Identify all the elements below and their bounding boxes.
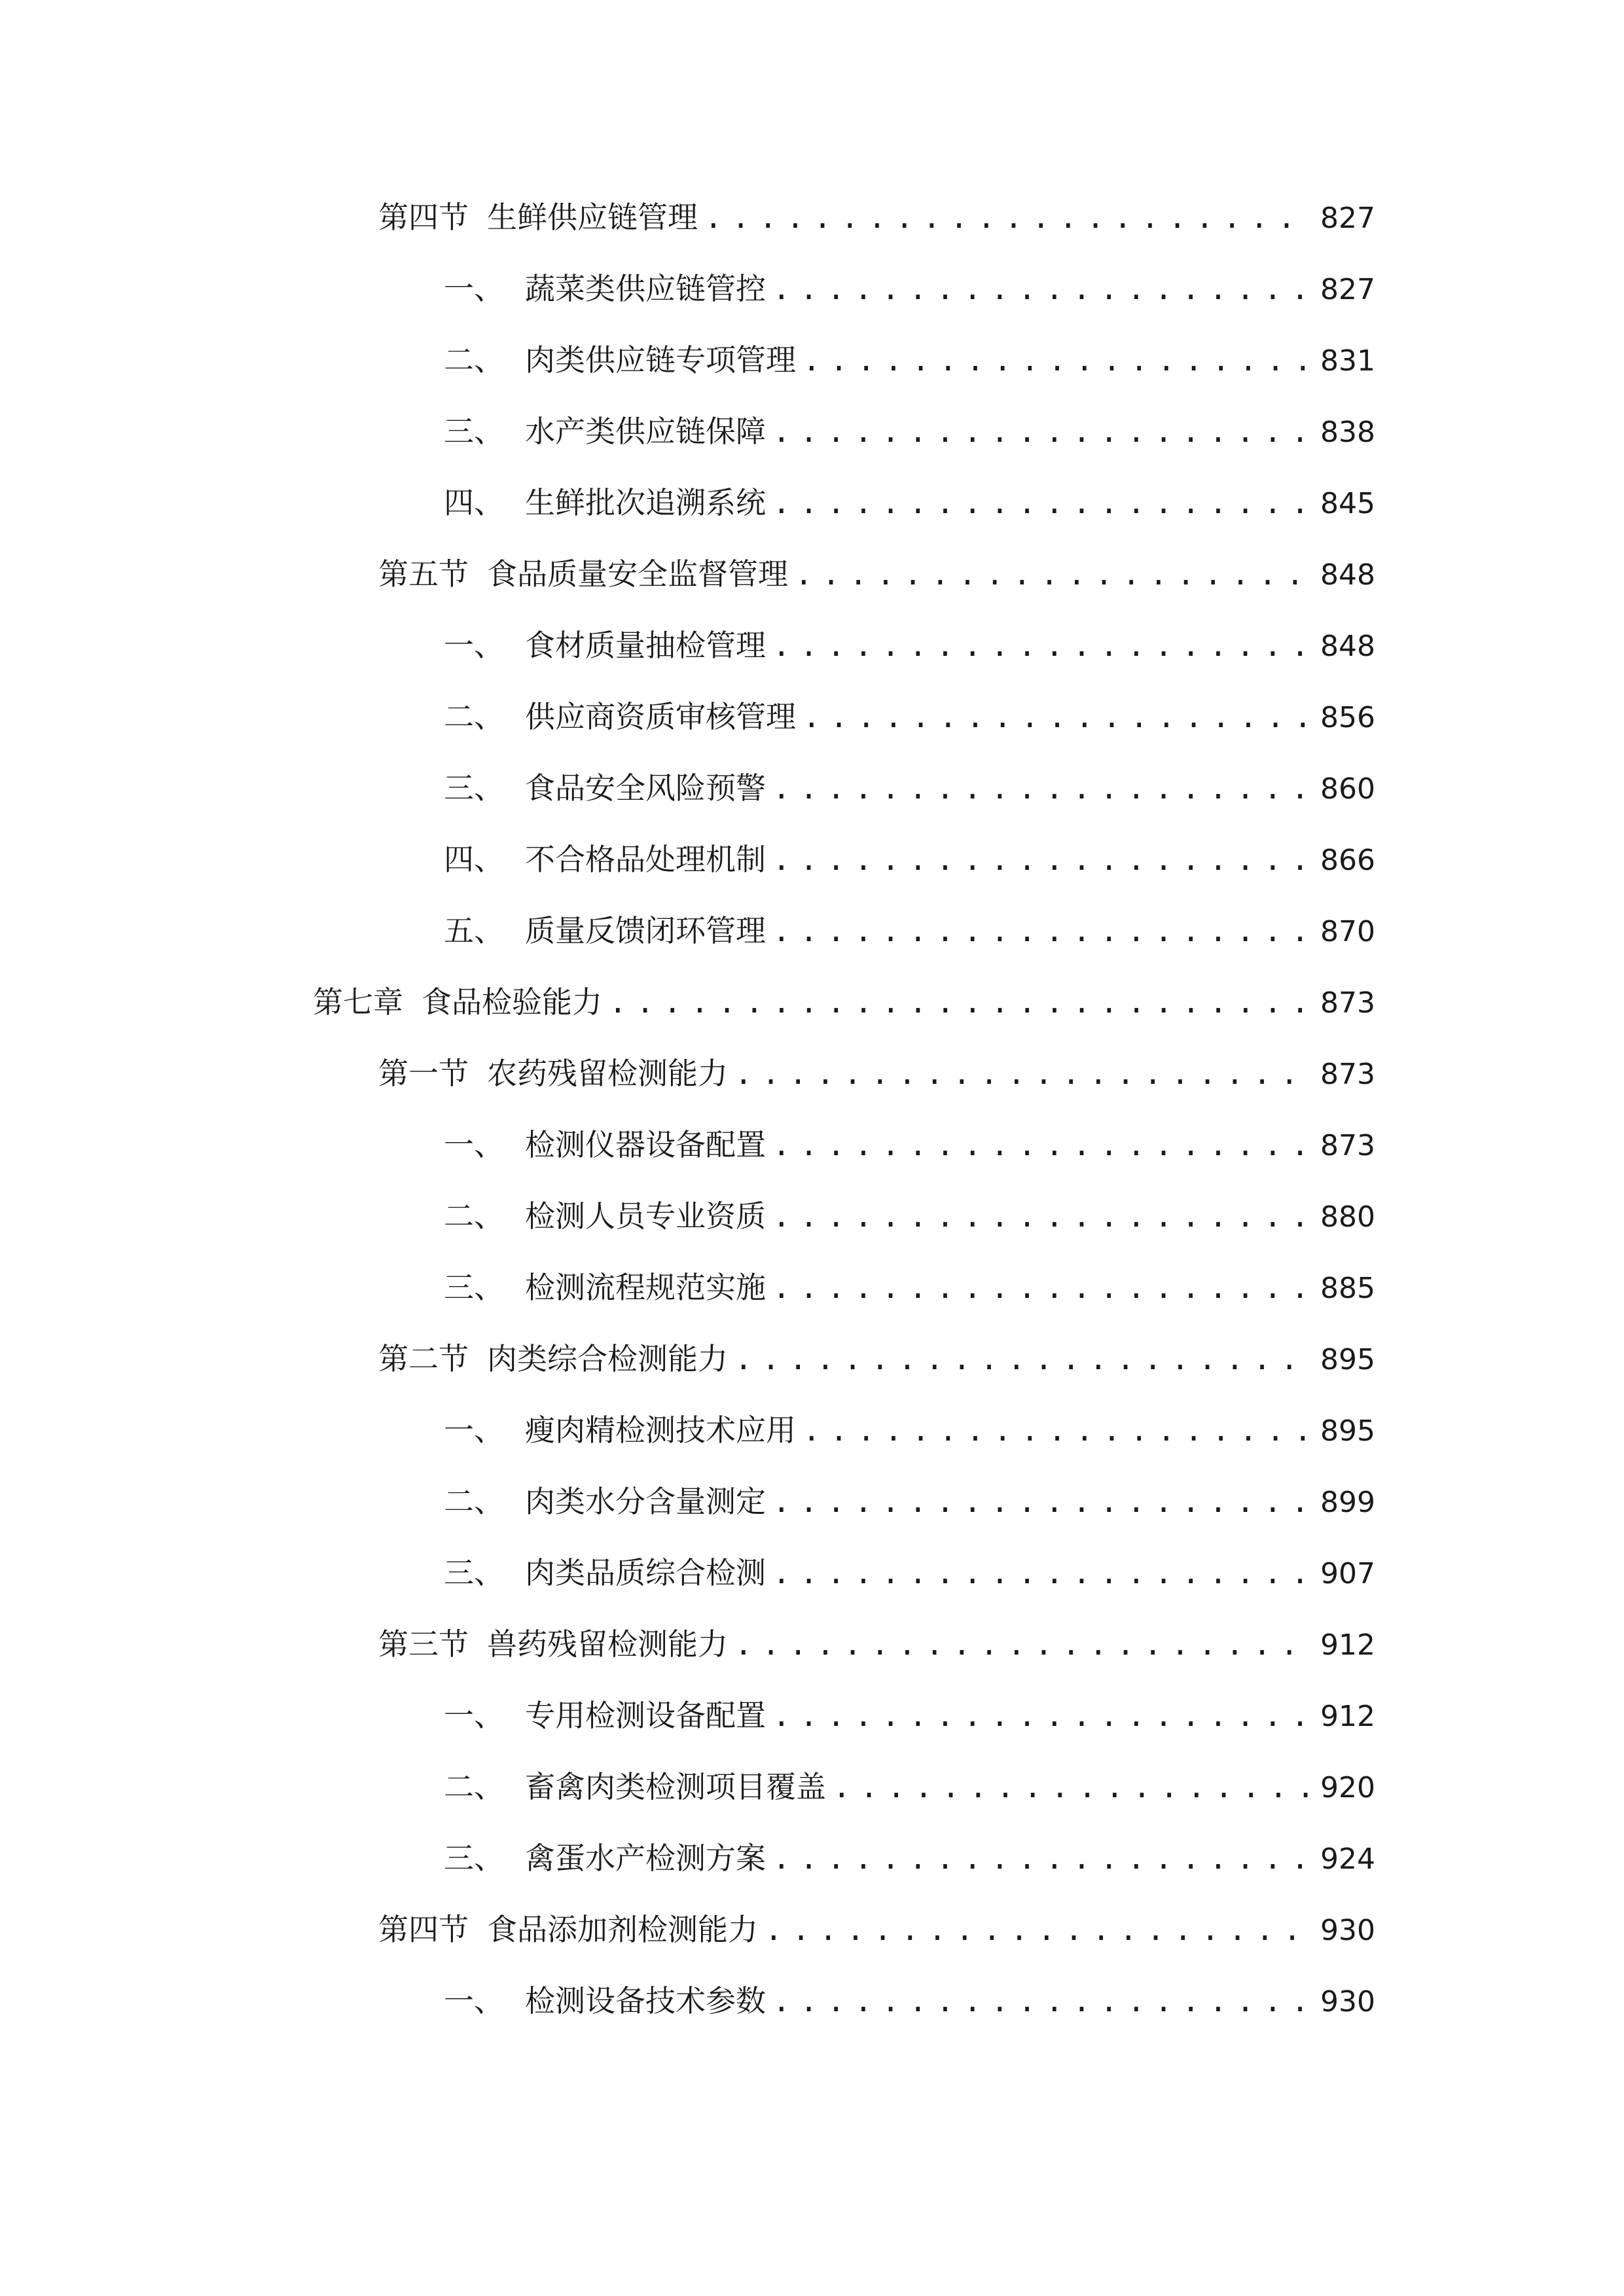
toc-label [444, 1975, 766, 2027]
dot-leader [734, 1047, 1311, 1100]
toc-section-number: 第四节 [378, 200, 469, 235]
toc-label [313, 976, 602, 1028]
toc-entry-item[interactable] [444, 334, 1375, 386]
toc-page-number: 873 [1320, 1058, 1375, 1091]
dot-leader [772, 1689, 1311, 1742]
toc-label [444, 1547, 766, 1599]
toc-title: 检测人员专业资质 [525, 1198, 766, 1234]
toc-item-number: 二、 [444, 342, 504, 378]
toc-entry-item[interactable] [444, 691, 1375, 743]
toc-title: 肉类供应链专项管理 [525, 342, 796, 378]
toc-page-number: 880 [1320, 1200, 1375, 1234]
dot-leader [803, 1404, 1311, 1456]
toc-item-number: 三、 [444, 1270, 504, 1305]
toc-label [378, 1047, 728, 1100]
toc-title: 供应商资质审核管理 [525, 699, 796, 734]
dot-leader [772, 476, 1311, 529]
dot-leader [765, 1903, 1311, 1956]
dot-leader [803, 691, 1311, 743]
toc-title: 肉类品质综合检测 [525, 1555, 766, 1590]
toc-page-number: 831 [1320, 344, 1375, 378]
toc-title: 蔬菜类供应链管控 [525, 271, 766, 306]
toc-item-number: 一、 [444, 1983, 504, 2018]
toc-title: 不合格品处理机制 [525, 842, 766, 877]
toc-page-number: 856 [1320, 701, 1375, 734]
toc-entry-section[interactable] [378, 1047, 1375, 1100]
toc-page-number: 848 [1320, 630, 1375, 663]
toc-page-number: 860 [1320, 772, 1375, 806]
toc-page-number: 827 [1320, 273, 1375, 306]
dot-leader [833, 1761, 1311, 1813]
toc-page-number: 885 [1320, 1272, 1375, 1305]
toc-entry-item[interactable] [444, 833, 1375, 886]
toc-page-number: 912 [1320, 1628, 1375, 1662]
toc-label [378, 191, 698, 243]
dot-leader [772, 762, 1311, 814]
toc-entry-item[interactable] [444, 1261, 1375, 1314]
dot-leader [772, 1975, 1311, 2027]
toc-chapter-number: 第七章 [313, 984, 403, 1020]
toc-title: 农药残留检测能力 [487, 1056, 728, 1091]
toc-title: 食品质量安全监督管理 [487, 556, 788, 592]
toc-title: 专用检测设备配置 [525, 1698, 766, 1733]
toc-page-number: 920 [1320, 1771, 1375, 1804]
dot-leader [772, 905, 1311, 957]
toc-title: 肉类水分含量测定 [525, 1484, 766, 1519]
toc-title: 检测仪器设备配置 [525, 1127, 766, 1162]
toc-label [444, 405, 766, 457]
toc-label [444, 691, 796, 743]
toc-title: 食材质量抽检管理 [525, 628, 766, 663]
toc-entry-item[interactable] [444, 1119, 1375, 1171]
toc-title: 检测设备技术参数 [525, 1983, 766, 2018]
dot-leader [609, 976, 1311, 1028]
toc-entry-item[interactable] [444, 1832, 1375, 1884]
toc-label [444, 262, 766, 315]
dot-leader [704, 191, 1311, 243]
toc-page-number: 912 [1320, 1700, 1375, 1733]
toc-item-number: 二、 [444, 1198, 504, 1234]
dot-leader [795, 548, 1311, 600]
toc-entry-item[interactable] [444, 1547, 1375, 1599]
toc-page-number: 895 [1320, 1343, 1375, 1376]
toc-entry-chapter[interactable] [313, 976, 1375, 1028]
toc-item-number: 三、 [444, 1555, 504, 1590]
toc-title: 畜禽肉类检测项目覆盖 [525, 1769, 826, 1804]
toc-item-number: 一、 [444, 1412, 504, 1448]
toc-item-number: 一、 [444, 271, 504, 306]
toc-item-number: 二、 [444, 1769, 504, 1804]
dot-leader [772, 619, 1311, 672]
toc-section-number: 第五节 [378, 556, 469, 592]
toc-page-number: 895 [1320, 1414, 1375, 1448]
dot-leader [803, 334, 1311, 386]
toc-item-number: 三、 [444, 414, 504, 449]
toc-title: 瘦肉精检测技术应用 [525, 1412, 796, 1448]
toc-page-number: 930 [1320, 1985, 1375, 2018]
toc-section-number: 第三节 [378, 1626, 469, 1662]
toc-title: 食品安全风险预警 [525, 770, 766, 806]
dot-leader [772, 1261, 1311, 1314]
toc-page-number: 930 [1320, 1914, 1375, 1947]
toc-entry-item[interactable] [444, 1761, 1375, 1813]
toc-item-number: 四、 [444, 842, 504, 877]
toc-page-number: 838 [1320, 416, 1375, 449]
dot-leader [772, 1190, 1311, 1242]
toc-entry-section[interactable] [378, 191, 1375, 243]
toc-entry-item[interactable] [444, 405, 1375, 457]
toc-label [444, 905, 766, 957]
toc-item-number: 二、 [444, 1484, 504, 1519]
toc-title: 食品添加剂检测能力 [487, 1912, 758, 1947]
toc-label [444, 1404, 796, 1456]
toc-page-number: 924 [1320, 1842, 1375, 1876]
toc-entry-section[interactable] [378, 1618, 1375, 1670]
toc-title: 水产类供应链保障 [525, 414, 766, 449]
toc-entry-item[interactable] [444, 262, 1375, 315]
toc-label [444, 1761, 826, 1813]
toc-page-number: 873 [1320, 986, 1375, 1020]
dot-leader [734, 1333, 1311, 1385]
toc-entry-item[interactable] [444, 762, 1375, 814]
toc-item-number: 一、 [444, 1698, 504, 1733]
toc-item-number: 一、 [444, 628, 504, 663]
toc-label [378, 548, 788, 600]
toc-title: 肉类综合检测能力 [487, 1341, 728, 1376]
toc-label [444, 1119, 766, 1171]
toc-label [444, 762, 766, 814]
toc-entry-section[interactable] [378, 548, 1375, 600]
toc-section-number: 第一节 [378, 1056, 469, 1091]
toc-page-number: 827 [1320, 202, 1375, 235]
toc-title: 质量反馈闭环管理 [525, 913, 766, 948]
toc-entry-item[interactable] [444, 1475, 1375, 1528]
toc-page-number: 866 [1320, 844, 1375, 877]
toc-entry-item[interactable] [444, 619, 1375, 672]
toc-title: 兽药残留检测能力 [487, 1626, 728, 1662]
dot-leader [772, 833, 1311, 886]
dot-leader [772, 1119, 1311, 1171]
toc-entry-item[interactable] [444, 1190, 1375, 1242]
dot-leader [734, 1618, 1311, 1670]
toc-label [444, 1261, 766, 1314]
toc-entry-section[interactable] [378, 1333, 1375, 1385]
toc-entry-item[interactable] [444, 905, 1375, 957]
toc-item-number: 一、 [444, 1127, 504, 1162]
toc-title: 生鲜批次追溯系统 [525, 485, 766, 520]
toc-page-number: 899 [1320, 1486, 1375, 1519]
toc-label [444, 1190, 766, 1242]
toc-page-number: 845 [1320, 487, 1375, 520]
dot-leader [772, 1832, 1311, 1884]
toc-label [444, 1475, 766, 1528]
toc-page-number: 907 [1320, 1557, 1375, 1590]
toc-label [444, 334, 796, 386]
toc-section-number: 第四节 [378, 1912, 469, 1947]
toc-page-number: 848 [1320, 558, 1375, 592]
toc-item-number: 三、 [444, 1840, 504, 1876]
toc-label [444, 1689, 766, 1742]
toc-label [378, 1333, 728, 1385]
toc-label [444, 476, 766, 529]
dot-leader [772, 262, 1311, 315]
toc-title: 生鲜供应链管理 [487, 200, 698, 235]
toc-label [444, 1832, 766, 1884]
toc-label [444, 833, 766, 886]
dot-leader [772, 405, 1311, 457]
toc-title: 食品检验能力 [422, 984, 602, 1020]
toc-title: 检测流程规范实施 [525, 1270, 766, 1305]
toc-item-number: 五、 [444, 913, 504, 948]
toc-entry-item[interactable] [444, 1404, 1375, 1456]
toc-title: 禽蛋水产检测方案 [525, 1840, 766, 1876]
toc-page-number: 873 [1320, 1129, 1375, 1162]
toc-page-number: 870 [1320, 915, 1375, 948]
dot-leader [772, 1475, 1311, 1528]
toc-label [378, 1903, 758, 1956]
toc-item-number: 四、 [444, 485, 504, 520]
toc-entry-item[interactable] [444, 1689, 1375, 1742]
toc-section-number: 第二节 [378, 1341, 469, 1376]
toc-item-number: 三、 [444, 770, 504, 806]
dot-leader [772, 1547, 1311, 1599]
toc-item-number: 二、 [444, 699, 504, 734]
toc-label [378, 1618, 728, 1670]
toc-entry-section[interactable] [378, 1903, 1375, 1956]
toc-entry-item[interactable] [444, 476, 1375, 529]
toc-entry-item[interactable] [444, 1975, 1375, 2027]
toc-label [444, 619, 766, 672]
